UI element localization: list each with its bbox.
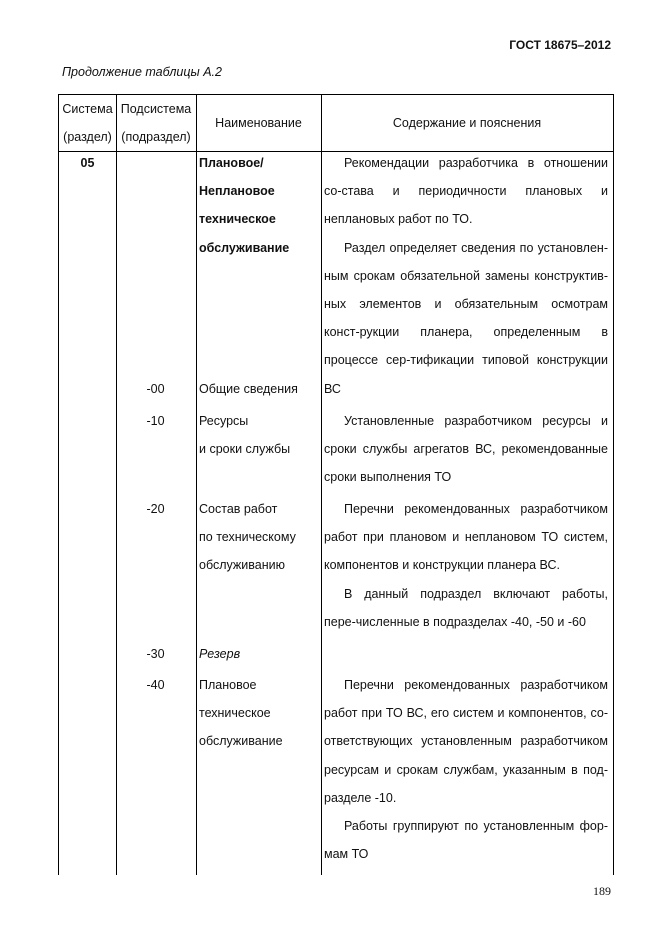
subsection-name: Плановое техническое обслуживание (199, 678, 283, 749)
subsection-name: Резерв (199, 647, 241, 661)
section-description (324, 149, 608, 403)
data-table (58, 94, 614, 875)
system-code: 05 (80, 156, 95, 170)
column-divider (116, 95, 117, 875)
subsection-name: Общие сведения (199, 382, 298, 396)
column-divider (196, 95, 197, 875)
subsection-name: Состав работ по техническому обслуживанию (199, 502, 296, 573)
subsystem-code: -40 (146, 678, 165, 692)
description-paragraph: Работы группируют по установленным фор-мам ТО (324, 819, 608, 862)
description-paragraph: В данный подраздел включают работы, пере-численные в подразделах -40, -50 и -60 (324, 586, 608, 629)
document-id: ГОСТ 18675–2012 (509, 38, 611, 52)
description-paragraph: Перечни рекомендованных разработчиком работ при плановом и неплановом ТО систем, компонентов и конструкции планера ВС. (324, 502, 608, 573)
description-paragraph: Раздел определяет сведения по установлен-ным срокам обязательной замены конструктив-ных элементов и обязательным осмотрам конст-рукции планера, определенным в процессе сер-тификации типовой конструкции ВС (324, 240, 608, 396)
subsection-description (324, 407, 608, 492)
subsystem-code: -20 (146, 502, 165, 516)
description-paragraph: Установленные разработчиком ресурсы и сроки службы агрегатов ВС, рекомендованные сроки выполнения ТО (324, 414, 608, 485)
description-paragraph: Рекомендации разработчика в отношении со-става и периодичности плановых и неплановых работ по ТО. (324, 156, 608, 227)
subsystem-code: -30 (146, 647, 165, 661)
subsystem-code: -10 (146, 414, 165, 428)
header-name: Наименование (215, 116, 302, 130)
subsystem-code: -00 (146, 382, 165, 396)
subsection-name: Ресурсы и сроки службы (199, 414, 291, 457)
header-content: Содержание и пояснения (392, 116, 542, 130)
subsection-description (324, 671, 608, 868)
subsection-description (324, 495, 608, 636)
section-name: Плановое/ Неплановое техническое обслуживание (199, 156, 290, 255)
page-number: 189 (593, 884, 611, 898)
description-paragraph: Перечни рекомендованных разработчиком работ при ТО ВС, его систем и компонентов, со-ответствующих установленным разработчиком ресурсам и срокам службам, указанным в под-разделе -10. (324, 678, 608, 805)
header-subsystem: Подсистема (подраздел) (120, 102, 192, 144)
table-caption: Продолжение таблицы А.2 (62, 65, 222, 79)
header-system: Система (раздел) (62, 102, 113, 144)
